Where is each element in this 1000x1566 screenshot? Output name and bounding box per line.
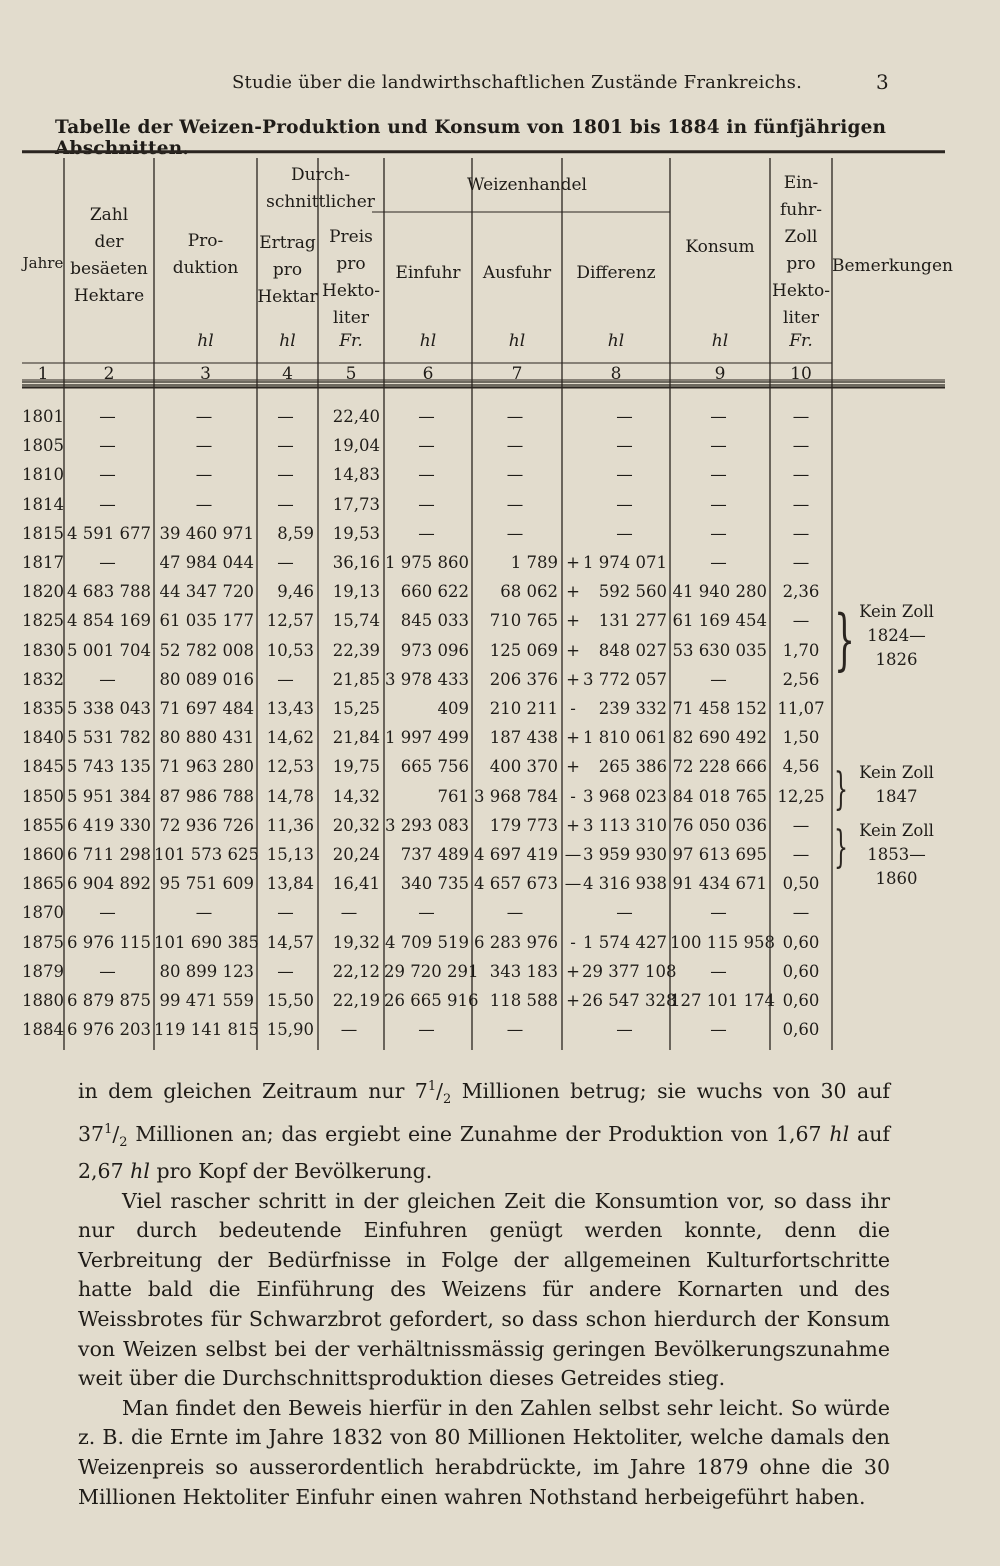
header-bemerkungen: Bemerkungen <box>832 256 953 276</box>
cell-r17-c5: 16,41 <box>332 874 380 894</box>
cell-r7-c2: 4 683 788 <box>67 582 151 602</box>
cell-r9-c3: 52 782 008 <box>159 640 254 660</box>
cell-r21-c4: 15,50 <box>266 991 314 1010</box>
cell-r16-c5: 20,24 <box>332 845 380 864</box>
header-produktion-line: Pro- <box>187 231 224 251</box>
cell-r16-c1: 1860 <box>22 845 64 864</box>
cell-r3-c11: — <box>792 465 810 485</box>
cell-r2-c7: — <box>506 436 524 456</box>
cell-r21-c7: 118 588 <box>489 991 558 1010</box>
paragraph-2: Viel rascher schritt in der gleichen Zeit die Konsumtion vor, so dass ihr nur durch bedeutende Einfuhren genügt werden konnte, denn die Verbreitung der Bedürfnisse in Folge der allgemeinen Kulturfortschritte hatte bald die Einführung des Weizens für andere Kornarten und des Weissbrotes für Schwarzbrot gefordert, so dass schon hierdurch der Konsum von Weizen selbst bei der verhältnissmässig geringen Bevölkerungszunahme weit über die Durchschnittsproduktion dieses Getreides stieg. <box>78 1188 890 1391</box>
cell-r2-c10: — <box>710 436 727 456</box>
cell-r1-c10: — <box>710 407 727 426</box>
cell-r22-c2: 6 976 203 <box>67 1020 151 1040</box>
cell-r12-c3: 80 880 431 <box>159 728 254 748</box>
cell-r13-c10: 72 228 666 <box>672 757 767 777</box>
header-zahl-line: besäeten <box>70 259 148 279</box>
cell-r13-c8: + <box>566 757 580 777</box>
cell-r5-c3: 39 460 971 <box>159 523 254 543</box>
cell-r15-c9: 3 113 310 <box>583 815 667 835</box>
cell-r14-c2: 5 951 384 <box>67 786 151 806</box>
cell-r21-c2: 6 879 875 <box>67 991 151 1010</box>
cell-r4-c7: — <box>506 494 524 514</box>
cell-r4-c10: — <box>710 494 727 514</box>
cell-r2-c1: 1805 <box>22 436 64 456</box>
header-zoll-line: Ein- <box>783 173 819 193</box>
cell-r17-c4: 13,84 <box>266 874 314 894</box>
cell-r1-c5: 22,40 <box>332 407 380 426</box>
cell-r22-c7: — <box>506 1020 524 1040</box>
cell-r11-c6: 409 <box>437 699 469 718</box>
page-number: 3 <box>876 70 889 94</box>
cell-r11-c8: - <box>570 699 576 718</box>
unit-col-5: Fr. <box>339 331 363 351</box>
cell-r12-c6: 1 997 499 <box>385 728 469 748</box>
header-zoll-line: fuhr- <box>779 200 823 220</box>
header-preis-line: Preis <box>329 227 373 247</box>
cell-r20-c7: 343 183 <box>489 961 558 981</box>
cell-r5-c2: 4 591 677 <box>67 523 151 543</box>
cell-r12-c8: + <box>566 728 580 748</box>
unit-col-9: hl <box>711 331 729 351</box>
cell-r19-c10: 100 115 958 <box>670 932 775 952</box>
cell-r6-c3: 47 984 044 <box>159 553 254 572</box>
cell-r9-c10: 53 630 035 <box>672 640 767 660</box>
cell-r8-c5: 15,74 <box>332 611 380 631</box>
cell-r1-c7: — <box>506 407 524 426</box>
header-durchschnittlicher-line: schnittlicher <box>266 192 375 212</box>
header-preis-line: pro <box>336 254 366 274</box>
colnum-8: 8 <box>610 364 622 384</box>
cell-r19-c3: 101 690 385 <box>154 932 259 952</box>
cell-r4-c3: — <box>195 494 213 514</box>
cell-r4-c6: — <box>418 494 435 514</box>
cell-r17-c11: 0,50 <box>782 874 820 894</box>
cell-r14-c1: 1850 <box>22 786 64 806</box>
cell-r17-c1: 1865 <box>22 874 64 894</box>
cell-r6-c1: 1817 <box>22 553 64 572</box>
cell-r15-c2: 6 419 330 <box>67 815 151 835</box>
cell-r19-c7: 6 283 976 <box>474 932 558 952</box>
cell-r3-c6: — <box>418 465 435 485</box>
cell-r9-c1: 1830 <box>22 640 64 660</box>
cell-r20-c9: 29 377 108 <box>582 961 677 981</box>
cell-r8-c1: 1825 <box>22 611 64 631</box>
cell-r18-c7: — <box>506 903 524 923</box>
colnum-9: 9 <box>714 364 726 384</box>
cell-r5-c7: — <box>506 523 524 543</box>
colnum-4: 4 <box>282 364 293 384</box>
unit-col-7: hl <box>508 331 526 351</box>
cell-r11-c10: 71 458 152 <box>672 699 767 718</box>
cell-r21-c5: 22,19 <box>332 991 380 1010</box>
cell-r12-c4: 14,62 <box>266 728 314 748</box>
colnum-10: 10 <box>790 364 812 384</box>
unit-col-8: hl <box>607 331 625 351</box>
cell-r15-c3: 72 936 726 <box>159 815 254 835</box>
cell-r12-c7: 187 438 <box>489 728 558 748</box>
cell-r10-c8: + <box>566 669 580 689</box>
cell-r15-c11: — <box>792 815 810 835</box>
cell-r17-c9: 4 316 938 <box>583 874 667 894</box>
cell-r16-c8: — <box>564 845 582 864</box>
cell-r7-c4: 9,46 <box>277 582 314 602</box>
cell-r20-c11: 0,60 <box>782 961 820 981</box>
cell-r18-c5: — <box>340 903 358 923</box>
cell-r15-c6: 3 293 083 <box>385 815 469 835</box>
wheat-production-table <box>22 150 953 1050</box>
cell-r8-c7: 710 765 <box>489 611 558 631</box>
cell-r13-c4: 12,53 <box>266 757 314 777</box>
cell-r15-c10: 76 050 036 <box>672 815 767 835</box>
cell-r16-c10: 97 613 695 <box>672 845 767 864</box>
cell-r10-c11: 2,56 <box>782 669 820 689</box>
cell-r12-c5: 21,84 <box>332 728 380 748</box>
cell-r21-c1: 1880 <box>22 991 64 1010</box>
header-zoll-line: Hekto- <box>772 281 830 301</box>
cell-r16-c6: 737 489 <box>400 845 469 864</box>
cell-r9-c5: 22,39 <box>332 640 380 660</box>
header-ertrag-line: Hektar <box>257 287 318 307</box>
cell-r6-c8: + <box>566 553 580 572</box>
cell-r7-c5: 19,13 <box>332 582 380 602</box>
cell-r4-c11: — <box>792 494 810 514</box>
cell-r4-c2: — <box>99 494 116 514</box>
cell-r3-c10: — <box>710 465 727 485</box>
colnum-2: 2 <box>103 364 115 384</box>
cell-r22-c5: — <box>340 1020 358 1040</box>
cell-r8-c11: — <box>792 611 810 631</box>
colnum-1: 1 <box>37 364 49 384</box>
cell-r20-c4: — <box>277 961 294 981</box>
body-text <box>78 1072 890 1512</box>
cell-r1-c11: — <box>792 407 810 426</box>
cell-r1-c9: — <box>616 407 633 426</box>
header-ertrag-line: Ertrag <box>259 233 316 253</box>
cell-r19-c1: 1875 <box>22 932 64 952</box>
cell-r17-c2: 6 904 892 <box>67 874 151 894</box>
cell-r20-c3: 80 899 123 <box>159 961 254 981</box>
cell-r5-c4: 8,59 <box>277 523 314 543</box>
cell-r9-c2: 5 001 704 <box>67 640 151 660</box>
cell-r10-c4: — <box>277 669 294 689</box>
cell-r16-c2: 6 711 298 <box>67 845 151 864</box>
cell-r10-c9: 3 772 057 <box>583 669 667 689</box>
cell-r18-c1: 1870 <box>22 903 64 923</box>
cell-r9-c11: 1,70 <box>782 640 820 660</box>
cell-r13-c7: 400 370 <box>489 757 558 777</box>
cell-r19-c11: 0,60 <box>782 932 820 952</box>
cell-r16-c9: 3 959 930 <box>583 845 667 864</box>
cell-r13-c5: 19,75 <box>332 757 380 777</box>
cell-r8-c2: 4 854 169 <box>67 611 151 631</box>
cell-r6-c6: 1 975 860 <box>385 553 469 572</box>
cell-r10-c10: — <box>710 669 727 689</box>
header-zoll-line: pro <box>786 254 816 274</box>
cell-r14-c3: 87 986 788 <box>159 786 254 806</box>
cell-r20-c6: 29 720 291 <box>384 961 479 981</box>
cell-r15-c5: 20,32 <box>332 815 380 835</box>
cell-r16-c3: 101 573 625 <box>154 845 259 864</box>
cell-r18-c9: — <box>616 903 633 923</box>
cell-r19-c5: 19,32 <box>332 932 380 952</box>
cell-r4-c9: — <box>616 494 633 514</box>
cell-r21-c3: 99 471 559 <box>159 991 254 1010</box>
cell-r1-c1: 1801 <box>22 407 64 426</box>
cell-r3-c3: — <box>195 465 213 485</box>
cell-r11-c9: 239 332 <box>598 699 667 718</box>
cell-r5-c6: — <box>418 523 435 543</box>
cell-r11-c3: 71 697 484 <box>159 699 254 718</box>
cell-r10-c3: 80 089 016 <box>159 669 254 689</box>
header-konsum: Konsum <box>685 237 755 257</box>
cell-r2-c3: — <box>195 436 213 456</box>
cell-r6-c5: 36,16 <box>332 553 380 572</box>
cell-r7-c7: 68 062 <box>500 582 558 602</box>
cell-r14-c11: 12,25 <box>777 786 825 806</box>
cell-r7-c8: + <box>566 582 580 602</box>
cell-r15-c8: + <box>566 815 580 835</box>
cell-r11-c1: 1835 <box>22 699 64 718</box>
cell-r3-c7: — <box>506 465 524 485</box>
cell-r7-c10: 41 940 280 <box>672 582 767 602</box>
cell-r5-c10: — <box>710 523 727 543</box>
cell-r5-c9: — <box>616 523 633 543</box>
cell-r22-c10: — <box>710 1020 727 1040</box>
header-durchschnittlicher-line: Durch- <box>291 165 350 185</box>
header-zoll-line: Zoll <box>784 227 818 247</box>
cell-r1-c2: — <box>99 407 116 426</box>
cell-r17-c10: 91 434 671 <box>672 874 767 894</box>
cell-r13-c6: 665 756 <box>400 757 469 777</box>
paragraph-3: Man findet den Beweis hierfür in den Zahlen selbst sehr leicht. So würde z. B. die Ernte im Jahre 1832 von 80 Millionen Hektoliter, welche damals den Weizenpreis so ausserordentlich herabdrückte, im Jahre 1879 ohne die 30 Millionen Hektoliter Einfuhr einen wahren Nothstand herbeigeführt haben. <box>78 1395 890 1509</box>
cell-r5-c5: 19,53 <box>332 523 380 543</box>
cell-r9-c9: 848 027 <box>598 640 667 660</box>
cell-r13-c11: 4,56 <box>782 757 820 777</box>
cell-r8-c3: 61 035 177 <box>159 611 254 631</box>
cell-r22-c3: 119 141 815 <box>154 1020 259 1040</box>
cell-r12-c2: 5 531 782 <box>67 728 151 748</box>
cell-r16-c11: — <box>792 845 810 864</box>
cell-r22-c6: — <box>418 1020 435 1040</box>
cell-r15-c7: 179 773 <box>489 815 558 835</box>
cell-r18-c6: — <box>418 903 435 923</box>
cell-r7-c3: 44 347 720 <box>159 582 254 602</box>
cell-r7-c11: 2,36 <box>782 582 820 602</box>
cell-r1-c4: — <box>277 407 294 426</box>
cell-r2-c5: 19,04 <box>332 436 380 456</box>
cell-r17-c7: 4 657 673 <box>474 874 558 894</box>
cell-r22-c9: — <box>616 1020 633 1040</box>
cell-r13-c3: 71 963 280 <box>159 757 254 777</box>
unit-col-3: hl <box>197 331 214 351</box>
cell-r8-c10: 61 169 454 <box>672 611 767 631</box>
cell-r7-c9: 592 560 <box>598 582 667 602</box>
header-einfuhr: Einfuhr <box>395 263 461 283</box>
cell-r6-c7: 1 789 <box>510 553 558 572</box>
cell-r20-c10: — <box>710 961 727 981</box>
paragraph-1: in dem gleichen Zeitraum nur $7^1/_2$ Millionen betrug; sie wuchs von 30 auf $37^1/_2$ Millionen an; das ergiebt eine Zunahme der Produktion von 1,67 hl auf 2,67 hl pro Kopf der Bevölkerung. <box>78 1078 890 1184</box>
cell-r2-c2: — <box>99 436 116 456</box>
header-preis-line: Hekto- <box>322 281 380 301</box>
remark-1-line-2: 1824—1826 <box>867 626 926 669</box>
colnum-5: 5 <box>345 364 357 384</box>
header-ertrag-line: pro <box>272 260 303 280</box>
cell-r10-c2: — <box>99 669 116 689</box>
running-title: Studie über die landwirthschaftlichen Zustände Frankreichs. <box>232 72 803 93</box>
cell-r21-c11: 0,60 <box>782 991 820 1010</box>
remark-3-line-2: 1853—1860 <box>867 845 926 888</box>
cell-r12-c10: 82 690 492 <box>672 728 767 748</box>
cell-r19-c6: 4 709 519 <box>385 932 469 952</box>
cell-r18-c2: — <box>99 903 116 923</box>
cell-r11-c7: 210 211 <box>489 699 558 718</box>
cell-r11-c5: 15,25 <box>332 699 380 718</box>
cell-r5-c1: 1815 <box>22 523 64 543</box>
cell-r2-c11: — <box>792 436 810 456</box>
cell-r9-c4: 10,53 <box>266 640 314 660</box>
cell-r21-c10: 127 101 174 <box>670 991 775 1010</box>
cell-r10-c6: 3 978 433 <box>385 669 469 689</box>
cell-r16-c4: 15,13 <box>266 845 314 864</box>
cell-r6-c10: — <box>710 553 727 572</box>
header-zahl-line: Hektare <box>73 286 145 306</box>
cell-r19-c9: 1 574 427 <box>583 932 667 952</box>
cell-r9-c7: 125 069 <box>489 640 558 660</box>
cell-r3-c2: — <box>99 465 116 485</box>
remark-3-line-1: Kein Zoll <box>859 821 934 840</box>
cell-r6-c11: — <box>792 553 810 572</box>
cell-r14-c5: 14,32 <box>332 786 380 806</box>
cell-r22-c4: 15,90 <box>266 1020 314 1040</box>
cell-r10-c1: 1832 <box>22 669 64 689</box>
header-jahre: Jahre <box>22 254 64 272</box>
remark-brace-1: } <box>834 601 855 678</box>
header-differenz: Differenz <box>576 263 656 283</box>
cell-r21-c9: 26 547 328 <box>582 991 677 1010</box>
cell-r3-c9: — <box>616 465 633 485</box>
cell-r21-c8: + <box>566 991 580 1010</box>
cell-r20-c2: — <box>99 961 116 981</box>
cell-r16-c7: 4 697 419 <box>474 845 558 864</box>
cell-r7-c1: 1820 <box>22 582 64 602</box>
remark-brace-3: } <box>834 822 848 873</box>
cell-r11-c4: 13,43 <box>266 699 314 718</box>
cell-r20-c5: 22,12 <box>332 961 380 981</box>
cell-r6-c9: 1 974 071 <box>583 553 667 572</box>
cell-r19-c8: - <box>570 932 576 952</box>
cell-r8-c9: 131 277 <box>598 611 667 631</box>
remark-brace-2: } <box>834 763 848 815</box>
cell-r6-c4: — <box>277 553 294 572</box>
cell-r3-c1: 1810 <box>22 465 64 485</box>
cell-r2-c6: — <box>418 436 435 456</box>
cell-r4-c1: 1814 <box>22 494 64 514</box>
cell-r14-c8: - <box>570 786 576 806</box>
cell-r22-c11: 0,60 <box>782 1020 820 1040</box>
unit-col-10: Fr. <box>789 331 813 351</box>
cell-r2-c9: — <box>616 436 633 456</box>
cell-r3-c5: 14,83 <box>332 465 380 485</box>
header-weizenhandel: Weizenhandel <box>467 175 587 195</box>
header-zoll-line: liter <box>783 308 819 328</box>
cell-r7-c6: 660 622 <box>400 582 469 602</box>
cell-r18-c3: — <box>195 903 213 923</box>
cell-r10-c7: 206 376 <box>489 669 558 689</box>
cell-r10-c5: 21,85 <box>332 669 380 689</box>
cell-r13-c2: 5 743 135 <box>67 757 151 777</box>
header-zahl-line: Zahl <box>89 205 129 225</box>
cell-r3-c4: — <box>277 465 294 485</box>
colnum-6: 6 <box>422 364 434 384</box>
cell-r14-c9: 3 968 023 <box>583 786 667 806</box>
table-title: Tabelle der Weizen-Produktion und Konsum von 1801 bis 1884 in fünfjährigen Abschnitten. <box>55 117 887 159</box>
cell-r5-c11: — <box>792 523 810 543</box>
cell-r19-c2: 6 976 115 <box>67 932 151 952</box>
cell-r9-c8: + <box>566 640 580 660</box>
cell-r14-c4: 14,78 <box>266 786 314 806</box>
cell-r12-c1: 1840 <box>22 728 64 748</box>
cell-r21-c6: 26 665 916 <box>384 991 479 1010</box>
cell-r17-c6: 340 735 <box>400 874 469 894</box>
cell-r17-c8: — <box>564 874 582 894</box>
cell-r12-c11: 1,50 <box>782 728 820 748</box>
cell-r9-c6: 973 096 <box>400 640 469 660</box>
cell-r11-c11: 11,07 <box>777 699 825 718</box>
cell-r6-c2: — <box>99 553 116 572</box>
header-preis-line: liter <box>333 308 369 328</box>
cell-r2-c4: — <box>277 436 294 456</box>
cell-r18-c11: — <box>792 903 810 923</box>
cell-r22-c1: 1884 <box>22 1020 64 1040</box>
unit-col-4: hl <box>279 331 296 351</box>
remark-2-line-1: Kein Zoll <box>859 762 934 782</box>
cell-r14-c6: 761 <box>437 786 469 806</box>
colnum-7: 7 <box>511 364 523 384</box>
cell-r18-c10: — <box>710 903 727 923</box>
cell-r15-c4: 11,36 <box>266 815 314 835</box>
cell-r19-c4: 14,57 <box>266 932 314 952</box>
header-ausfuhr: Ausfuhr <box>482 263 552 283</box>
header-produktion-line: duktion <box>172 258 239 278</box>
cell-r4-c4: — <box>277 494 294 514</box>
unit-col-6: hl <box>419 331 437 351</box>
cell-r18-c4: — <box>277 903 294 923</box>
cell-r12-c9: 1 810 061 <box>583 728 667 748</box>
cell-r13-c9: 265 386 <box>598 757 667 777</box>
colnum-3: 3 <box>200 364 211 384</box>
cell-r14-c7: 3 968 784 <box>474 786 558 806</box>
cell-r8-c8: + <box>566 611 580 631</box>
header-zahl-line: der <box>94 232 124 252</box>
cell-r20-c8: + <box>566 961 580 981</box>
cell-r11-c2: 5 338 043 <box>67 699 151 718</box>
cell-r8-c4: 12,57 <box>266 611 314 631</box>
cell-r8-c6: 845 033 <box>400 611 469 631</box>
remark-1-line-1: Kein Zoll <box>859 602 934 621</box>
cell-r1-c3: — <box>195 407 213 426</box>
remark-2-line-2: 1847 <box>875 786 918 806</box>
cell-r20-c1: 1879 <box>22 961 64 981</box>
cell-r13-c1: 1845 <box>22 757 64 777</box>
cell-r14-c10: 84 018 765 <box>672 786 767 806</box>
cell-r17-c3: 95 751 609 <box>159 874 254 894</box>
cell-r1-c6: — <box>418 407 435 426</box>
cell-r15-c1: 1855 <box>22 815 64 835</box>
cell-r4-c5: 17,73 <box>332 494 380 514</box>
